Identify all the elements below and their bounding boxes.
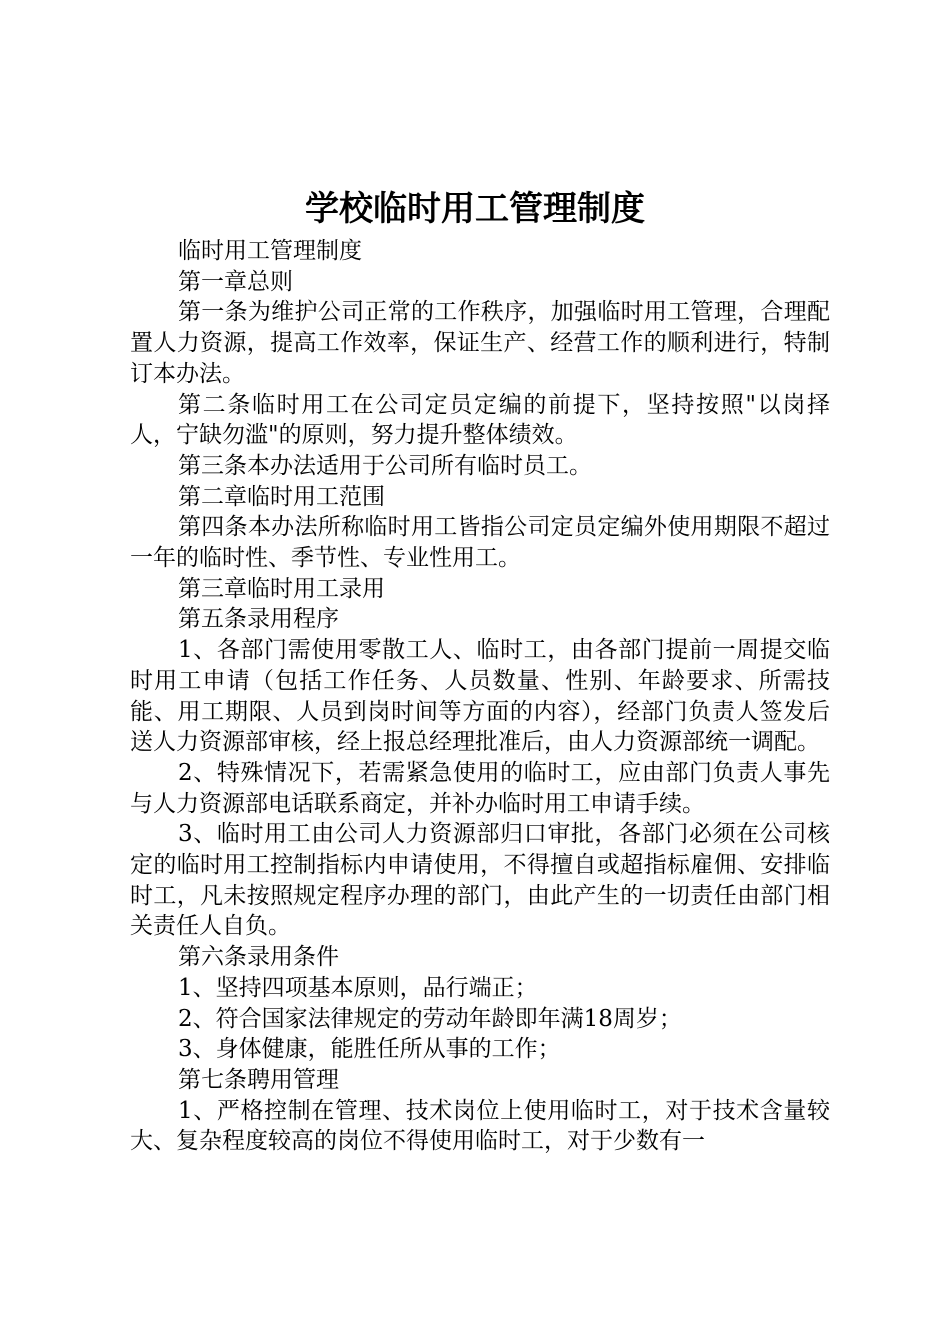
paragraph: 3、身体健康，能胜任所从事的工作； [178,1036,561,1063]
paragraph: 1、严格控制在管理、技术岗位上使用临时工，对于技术含量较大、复杂程度较高的岗位不得使用临时工，对于少数有一 [130,1097,830,1155]
article-heading: 第六条录用条件 [178,944,339,971]
chapter-heading: 第一章总则 [178,268,293,295]
paragraph: 第三条本办法适用于公司所有临时员工。 [178,452,592,479]
document-body [130,236,830,1157]
paragraph: 2、特殊情况下，若需紧急使用的临时工，应由部门负责人事先与人力资源部电话联系商定，并补办临时用工申请手续。 [130,759,830,817]
paragraph: 3、临时用工由公司人力资源部归口审批，各部门必须在公司核定的临时用工控制指标内申请使用，不得擅自或超指标雇佣、安排临时工，凡未按照规定程序办理的部门，由此产生的一切责任由部门相关责任人自负。 [130,821,830,940]
paragraph: 1、各部门需使用零散工人、临时工，由各部门提前一周提交临时用工申请（包括工作任务、人员数量、性别、年龄要求、所需技能、用工期限、人员到岗时间等方面的内容），经部门负责人签发后送人力资源部审核，经上报总经理批准后，由人力资源部统一调配。 [130,637,830,756]
paragraph: 第二条临时用工在公司定员定编的前提下，坚持按照"以岗择人，宁缺勿滥"的原则，努力提升整体绩效。 [130,391,830,449]
paragraph: 1、坚持四项基本原则，品行端正； [178,974,538,1001]
article-heading: 第五条录用程序 [178,606,339,633]
article-heading: 第七条聘用管理 [178,1066,339,1093]
chapter-heading: 第二章临时用工范围 [178,483,385,510]
paragraph: 第一条为维护公司正常的工作秩序，加强临时用工管理，合理配置人力资源，提高工作效率，保证生产、经营工作的顺利进行，特制订本办法。 [130,299,830,387]
document-title: 学校临时用工管理制度 [305,189,645,229]
paragraph: 2、符合国家法律规定的劳动年龄即年满18周岁； [178,1005,682,1032]
paragraph: 第四条本办法所称临时用工皆指公司定员定编外使用期限不超过一年的临时性、季节性、专业性用工。 [130,514,830,572]
chapter-heading: 第三章临时用工录用 [178,575,385,602]
paragraph: 临时用工管理制度 [178,238,362,264]
